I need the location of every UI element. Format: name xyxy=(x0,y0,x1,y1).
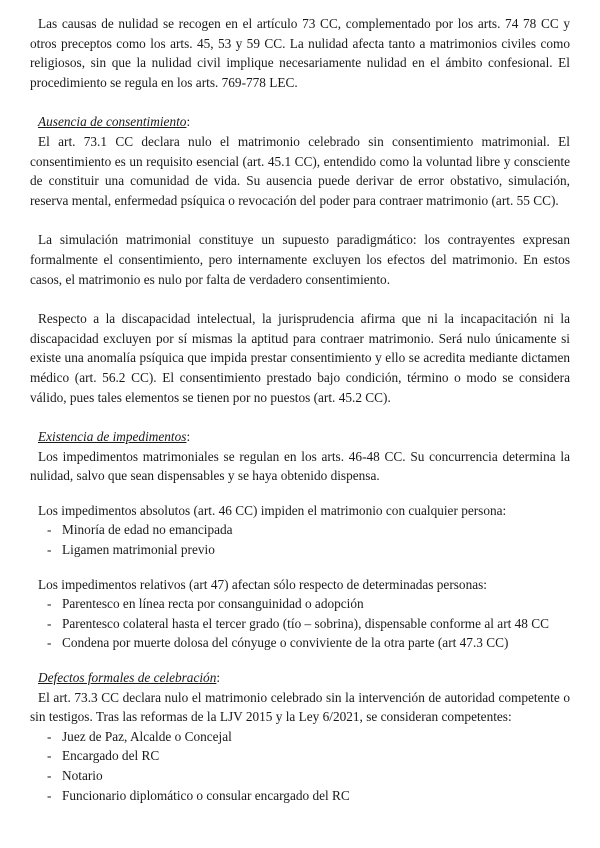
section-heading-consent xyxy=(30,112,570,132)
consent-paragraph-2: La simulación matrimonial constituye un supuesto paradigmático: los contrayentes expresan formalmente el consentimiento, pero internamente excluyen los efectos del matrimonio. En estos casos, el matrimonio es nulo por falta de verdadero consentimiento. xyxy=(30,232,570,287)
relative-impediments-intro: Los impedimentos relativos (art 47) afectan sólo respecto de determinadas personas: xyxy=(38,576,487,592)
consent-paragraph-3: Respecto a la discapacidad intelectual, la jurisprudencia afirma que ni la incapacitación ni la discapacidad excluyen por sí mismas la aptitud para contraer matrimonio. Será nulo únicamente si existe una anomalía psíquica que impida prestar consentimiento y ello se acredita mediante dictamen médico (art. 56.2 CC). El consentimiento prestado bajo condición, término o modo se considera válido, pues tales elementos se tienen por no puestos (art. 45.2 CC). xyxy=(30,311,570,405)
list-item: - Funcionario diplomático o consular encargado del RC xyxy=(47,787,350,803)
intro-paragraph: Las causas de nulidad se recogen en el artículo 73 CC, complementado por los arts. 74 78 CC y otros preceptos como los arts. 45, 53 y 59 CC. La nulidad afecta tanto a matrimonios civiles como religiosos, sin que la nulidad civil implique necesariamente nulidad en el ámbito confesional. El procedimiento se regula en los arts. 769-778 LEC. xyxy=(30,16,570,90)
heading-colon: : xyxy=(186,429,191,445)
list-item: - Parentesco en línea recta por consanguinidad o adopción xyxy=(47,596,364,612)
impediments-paragraph: Los impedimentos matrimoniales se regulan en los arts. 46-48 CC. Su concurrencia determina la nulidad, salvo que sean dispensables y se haya obtenido dispensa. xyxy=(30,448,570,484)
list-item: - Minoría de edad no emancipada xyxy=(47,522,233,538)
heading-colon: : xyxy=(186,114,191,130)
relative-impediments-list xyxy=(30,594,570,653)
list-item: - Parentesco colateral hasta el tercer grado (tío – sobrina), dispensable conforme al art 48 CC xyxy=(47,615,549,631)
absolute-impediments-list xyxy=(30,520,570,559)
heading-text: Ausencia de consentimiento xyxy=(38,114,187,130)
absolute-impediments-intro: Los impedimentos absolutos (art. 46 CC) impiden el matrimonio con cualquier persona: xyxy=(38,502,507,518)
heading-text: Existencia de impedimentos xyxy=(38,429,187,445)
list-item: - Juez de Paz, Alcalde o Concejal xyxy=(47,728,232,744)
competent-authorities-list xyxy=(30,727,570,805)
list-item: - Ligamen matrimonial previo xyxy=(47,542,215,558)
formal-defects-paragraph: El art. 73.3 CC declara nulo el matrimonio celebrado sin la intervención de autoridad competente o sin testigos. Tras las reformas de la LJV 2015 y la Ley 6/2021, se consideran competentes: xyxy=(30,689,570,725)
document-page xyxy=(30,14,570,805)
list-item: - Encargado del RC xyxy=(47,748,160,764)
section-heading-impediments xyxy=(30,427,570,447)
heading-colon: : xyxy=(216,670,221,686)
section-heading-formal-defects xyxy=(30,668,570,688)
consent-paragraph-1: El art. 73.1 CC declara nulo el matrimonio celebrado sin consentimiento matrimonial. El consentimiento es un requisito esencial (art. 45.1 CC), entendido como la voluntad libre y consciente de constituir una comunidad de vida. Su ausencia puede derivar de error obstativo, simulación, reserva mental, enfermedad psíquica o revocación del poder para contraer matrimonio (art. 55 CC). xyxy=(30,133,570,208)
list-item: - Notario xyxy=(47,768,103,783)
list-item: - Condena por muerte dolosa del cónyuge o conviviente de la otra parte (art 47.3 CC) xyxy=(47,635,509,651)
heading-text: Defectos formales de celebración xyxy=(38,670,217,686)
